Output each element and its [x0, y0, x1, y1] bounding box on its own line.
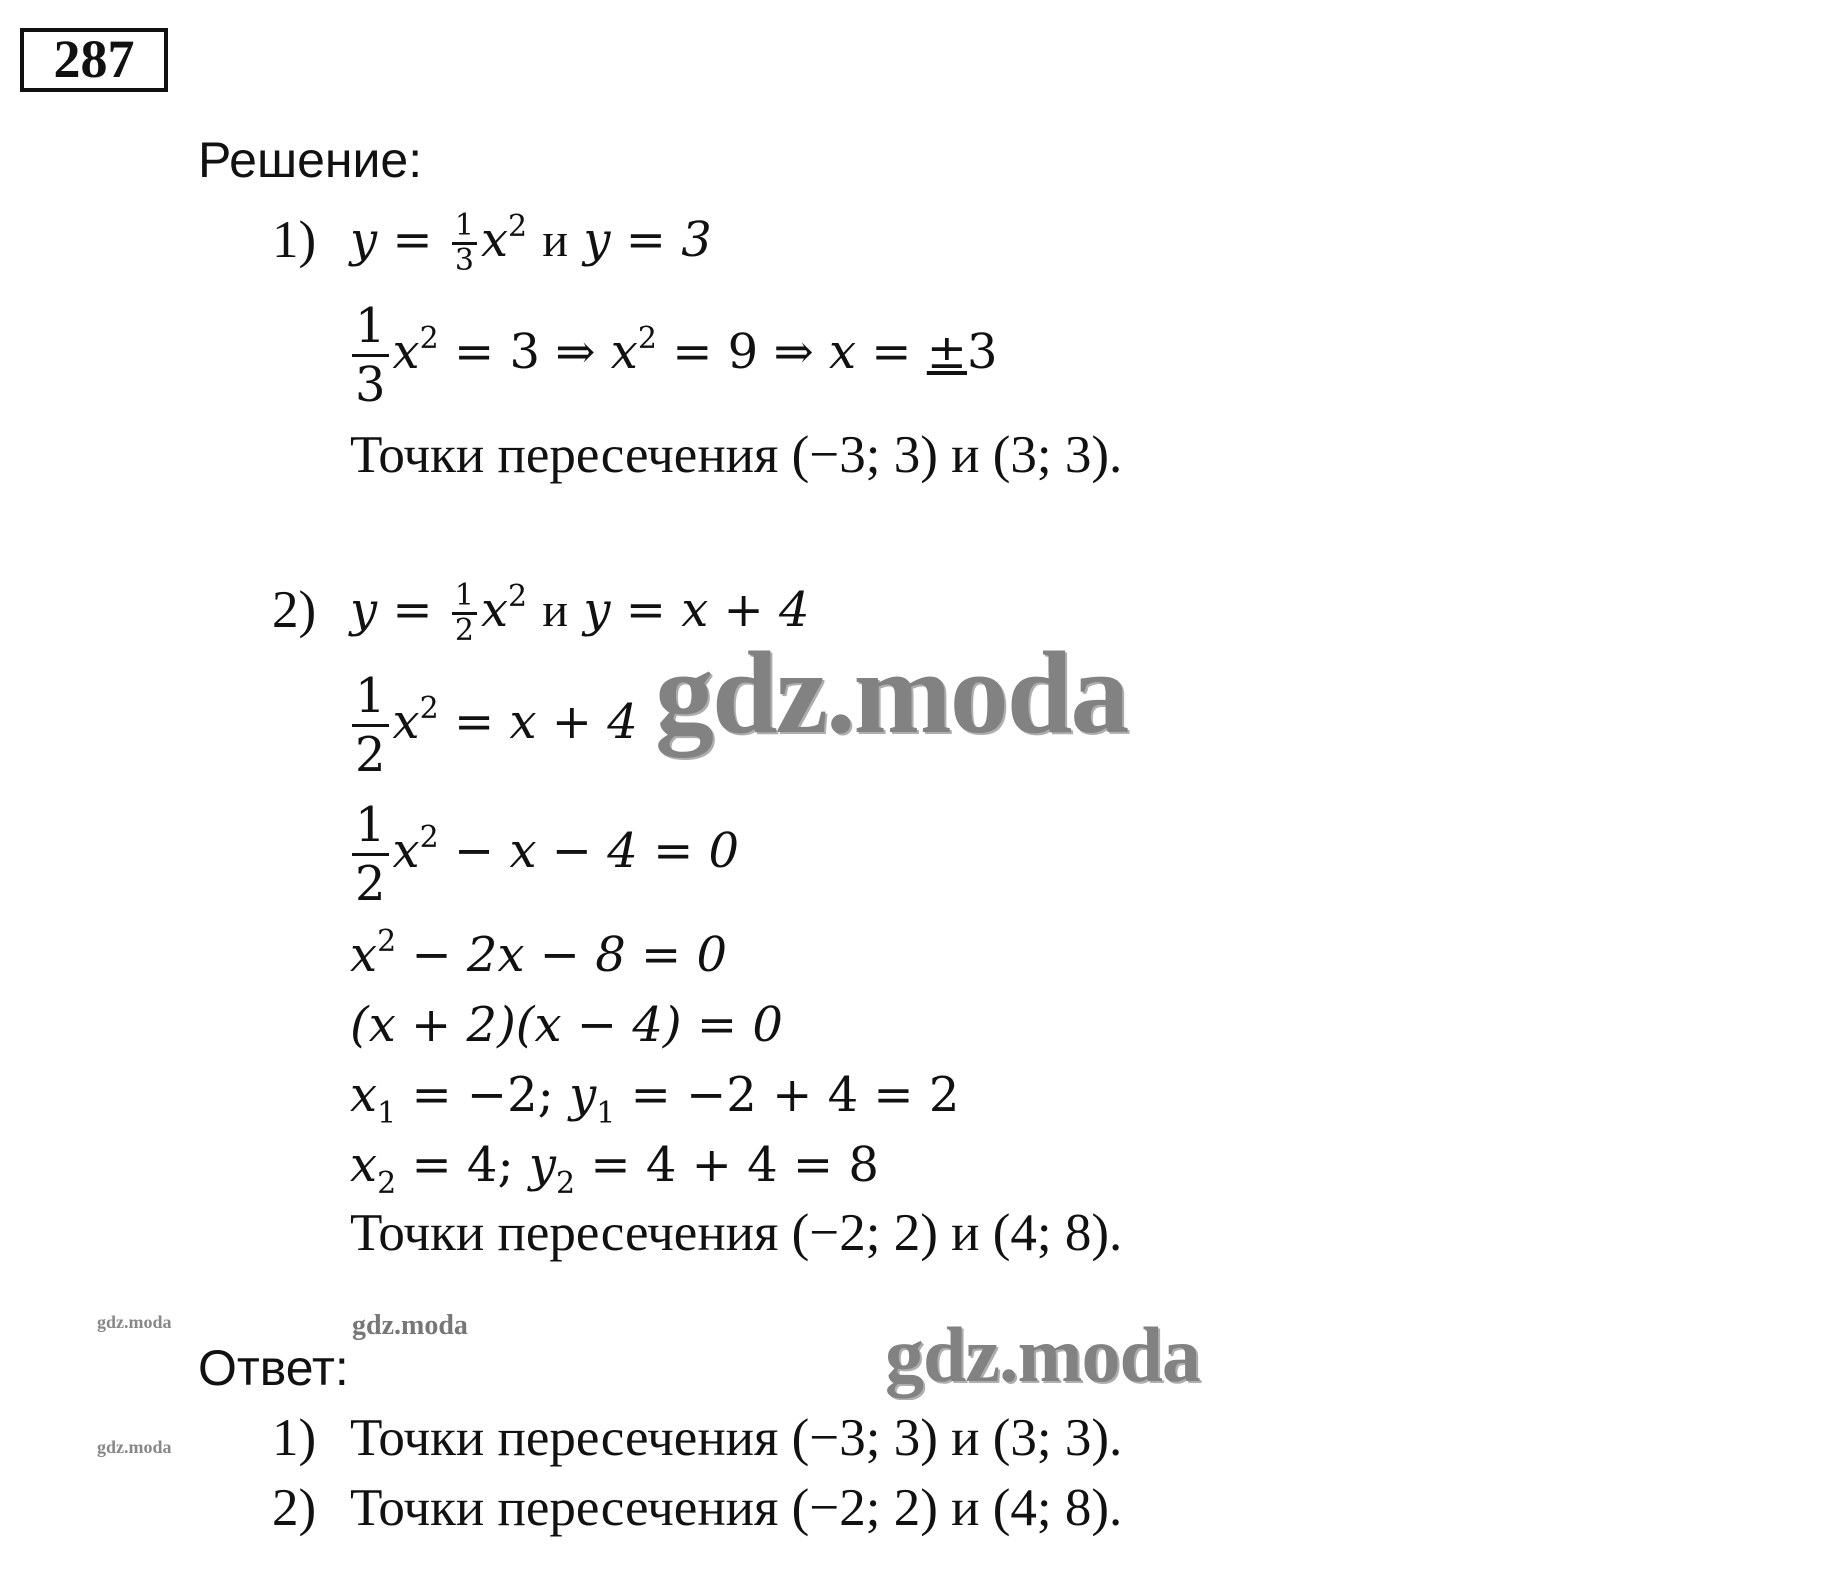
fraction-one-half-big: $\frac{1}{2}$ — [352, 797, 389, 912]
part1-solve-line: $\frac{1}{3}$ $x^2 = 3$ ⇒ $x^2 = 9$ ⇒ x = ±3 — [348, 298, 998, 413]
answer1-label: 1) — [272, 1409, 317, 1467]
fraction-one-half: $\frac{1}{2}$ — [452, 580, 477, 647]
watermark-large: gdz.moda — [655, 627, 1128, 758]
solution-heading: Решение: — [198, 132, 423, 188]
part2-points: Точки пересечения (−2; 2) и (4; 8). — [350, 1204, 1123, 1262]
fraction-one-half-big: $\frac{1}{2}$ — [352, 668, 389, 783]
answer-heading: Ответ: — [198, 1340, 349, 1396]
fraction-one-third-big: $\frac{1}{3}$ — [352, 298, 389, 413]
answer1-text: Точки пересечения (−3; 3) и (3; 3). — [350, 1409, 1123, 1467]
part1-label: 1) — [272, 211, 317, 269]
part2-line5: (x + 2)(x − 4) = 0 — [350, 997, 783, 1053]
part1-points: Точки пересечения (−3; 3) и (3; 3). — [350, 426, 1123, 484]
part2-label: 2) — [272, 581, 317, 639]
watermark-small: gdz.moda — [352, 1310, 468, 1341]
answer2-label: 2) — [272, 1479, 317, 1537]
watermark-tiny-2: gdz.moda — [97, 1437, 172, 1457]
part2-line4: $x^2 - 2x - 8 = 0$ — [350, 924, 728, 983]
part2-line3: $\frac{1}{2}$ $x^2 - x - 4 = 0$ — [348, 797, 739, 912]
fraction-one-third: $\frac{1}{3}$ — [452, 210, 477, 277]
part2-line2: $\frac{1}{2}$ $x^2 = x + 4$ — [348, 668, 638, 783]
part1-equation-line: y = $\frac{1}{3}$ $x^2$ и y = 3 — [350, 208, 712, 278]
part2-line6: $x_1 = -2$; $y_1 = -2 + 4 = 2$ — [350, 1067, 960, 1131]
part2-line7: $x_2 = 4$; $y_2 = 4 + 4 = 8$ — [350, 1137, 879, 1201]
task-number: 287 — [20, 28, 168, 92]
watermark-tiny-1: gdz.moda — [97, 1312, 172, 1332]
watermark-medium: gdz.moda — [885, 1311, 1200, 1398]
part2-equation-line: y = $\frac{1}{2}$ $x^2$ и y = x + 4 — [350, 578, 810, 648]
answer2-text: Точки пересечения (−2; 2) и (4; 8). — [350, 1479, 1123, 1537]
